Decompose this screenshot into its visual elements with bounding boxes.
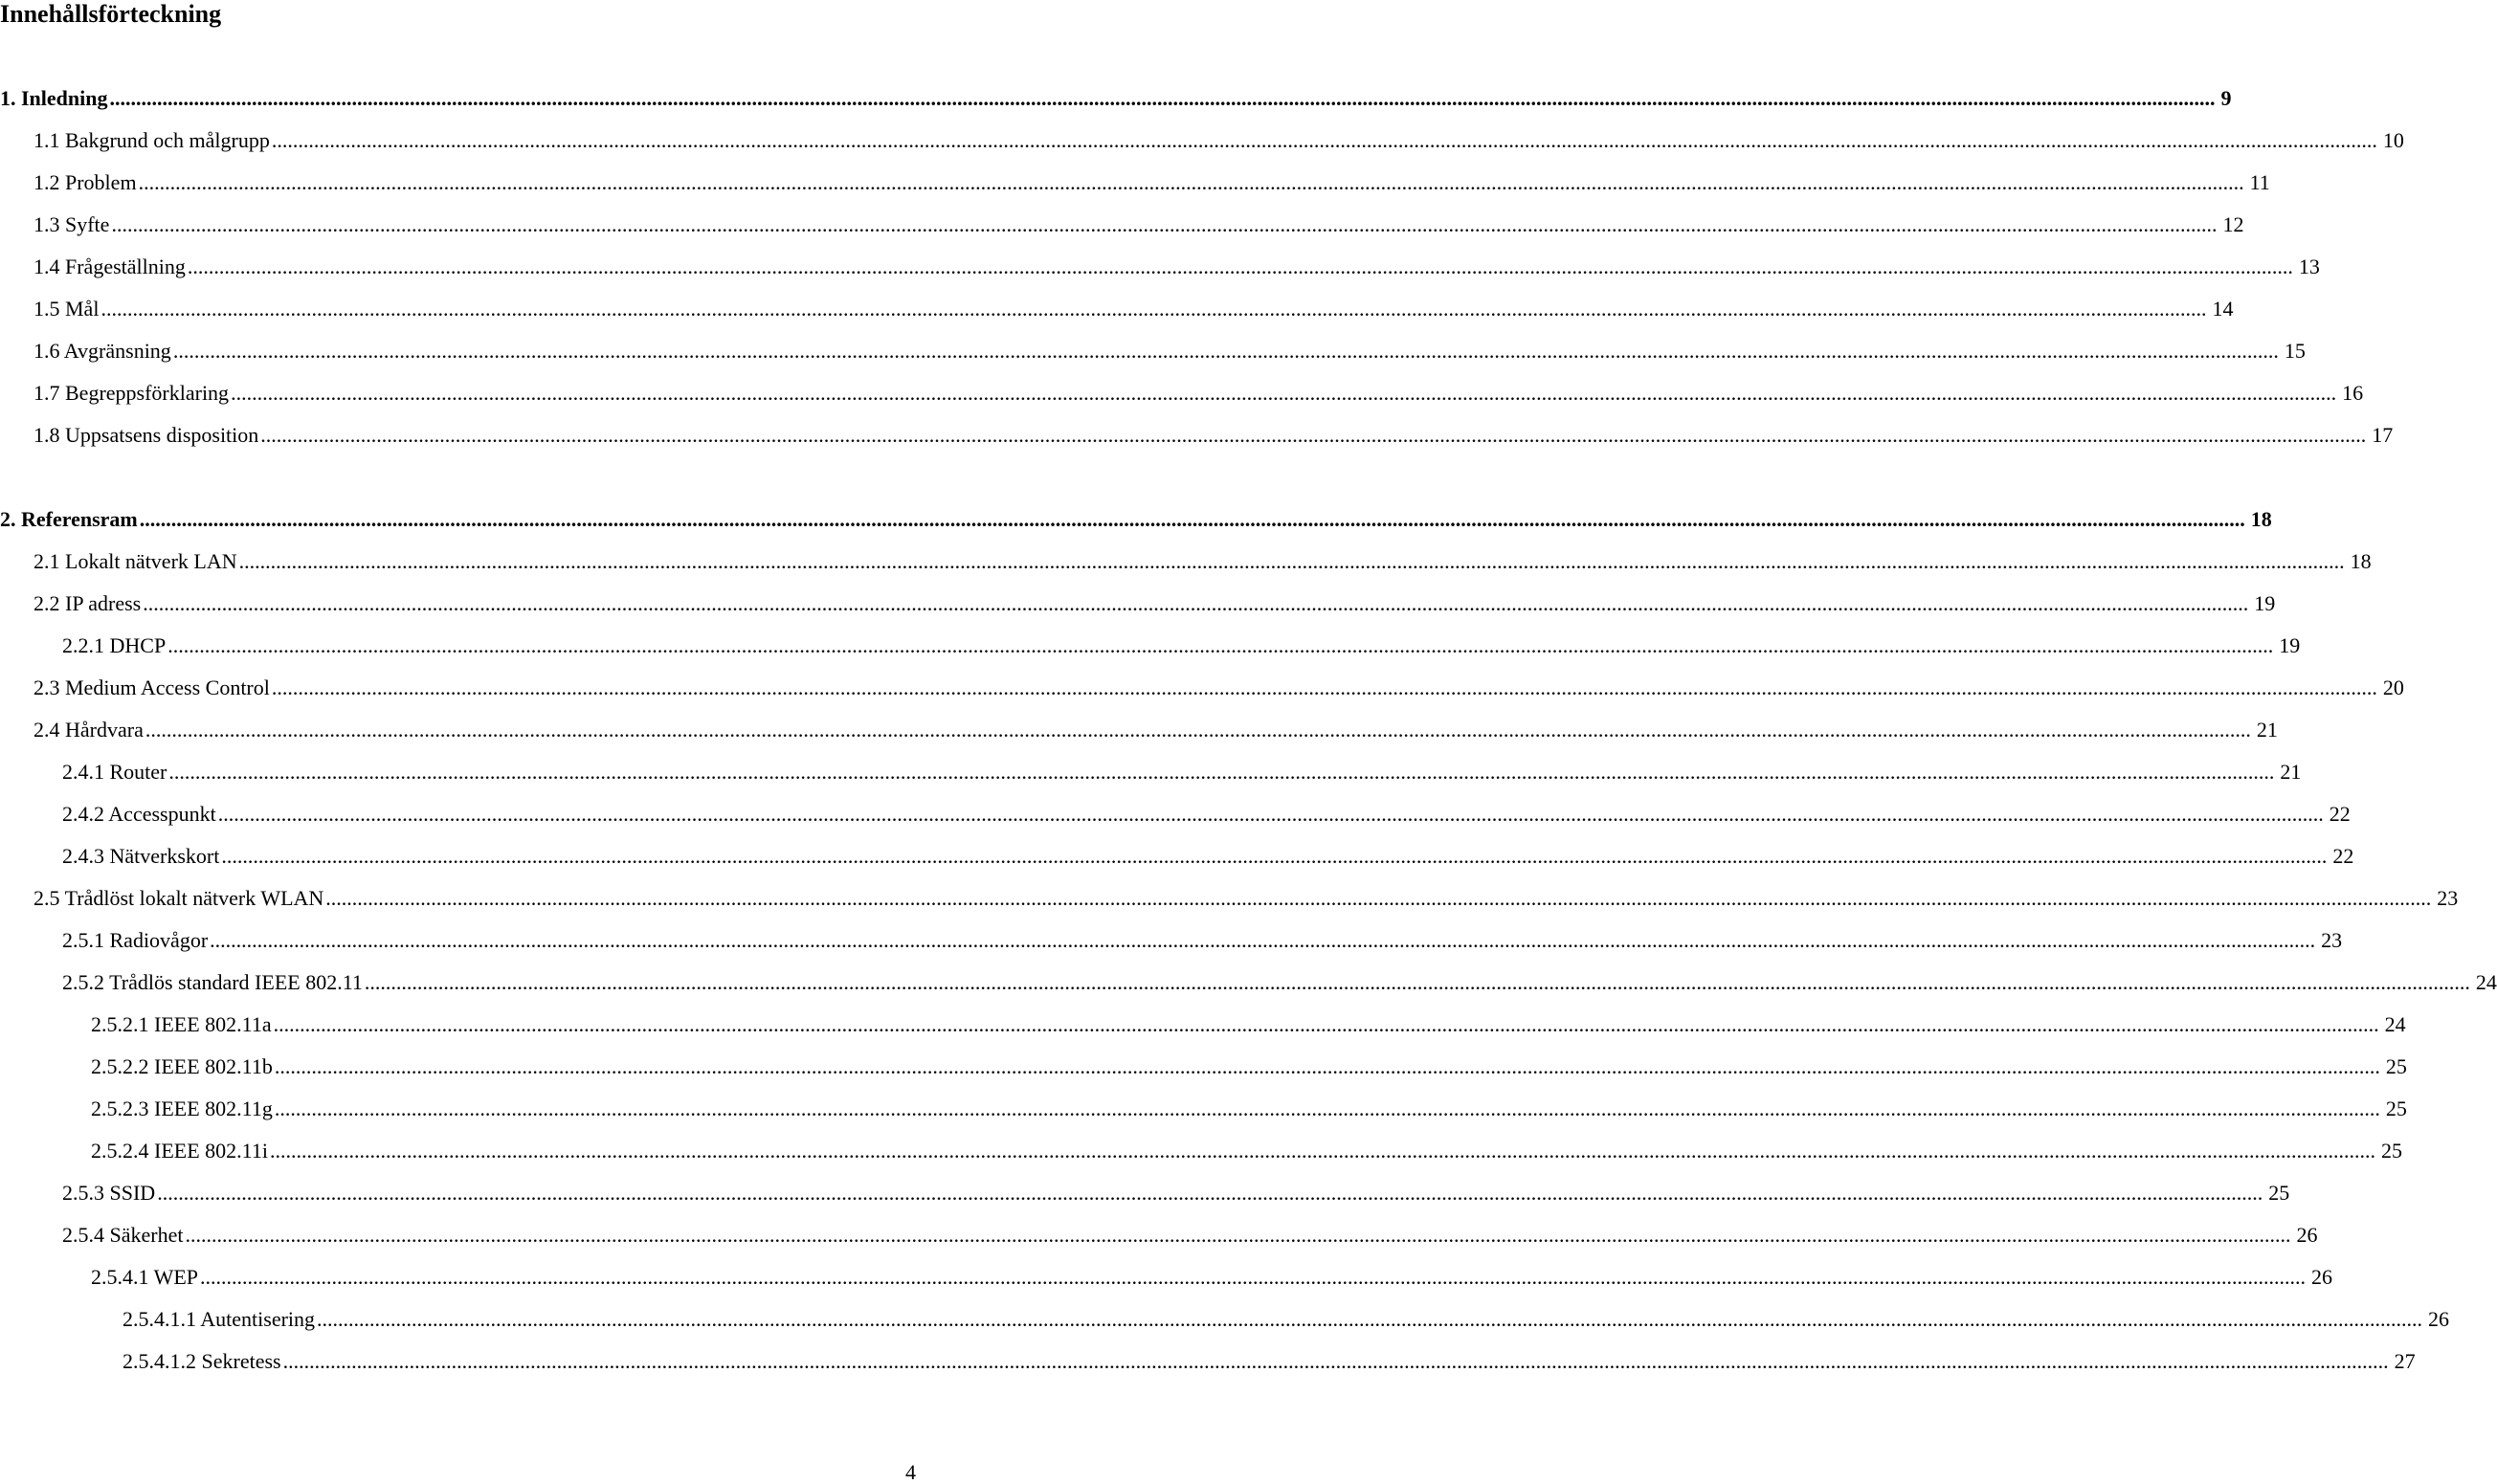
toc-entry-label: 2.5.2.2 IEEE 802.11b (91, 1054, 273, 1078)
toc-entry-label: 2. Referensram (0, 507, 138, 531)
dot-leader: ................................................................................................................................................................................................................................................................................................................................................................................................................ (273, 1012, 2379, 1036)
toc-entry-page: 20 (2382, 676, 2404, 699)
toc-entry[interactable] (0, 126, 2404, 157)
toc-entry-label: 2.5.2.1 IEEE 802.11a (91, 1012, 272, 1036)
toc-entry-page: 25 (2268, 1181, 2290, 1205)
toc-entry-label: 2.5.4.1.1 Autentisering (123, 1307, 316, 1331)
toc-entry-label: 2.5.3 SSID (62, 1181, 156, 1205)
toc-entry-label: 1.3 Syfte (33, 212, 110, 236)
toc-entry-page: 19 (2279, 633, 2301, 657)
toc-entry[interactable] (0, 1179, 2290, 1209)
toc-entry-label: 2.5.1 Radiovågor (62, 928, 209, 952)
toc-entry[interactable] (0, 800, 2351, 831)
dot-leader: ................................................................................................................................................................................................................................................................................................................................................................................................................ (168, 760, 2275, 784)
toc-entry-page: 13 (2298, 255, 2320, 278)
dot-leader: ................................................................................................................................................................................................................................................................................................................................................................................................................ (143, 591, 2249, 615)
toc-entry-label: 2.5.2.3 IEEE 802.11g (91, 1096, 273, 1120)
toc-entry-label: 1.4 Frågeställning (33, 255, 186, 278)
toc-entry-page: 22 (2329, 802, 2351, 826)
toc-entry-label: 2.1 Lokalt nätverk LAN (33, 549, 237, 573)
toc-entry-label: 2.5.2.4 IEEE 802.11i (91, 1139, 268, 1163)
toc-entry-page: 25 (2380, 1139, 2402, 1163)
toc-entry-label: 2.5.4.1.2 Sekretess (123, 1349, 281, 1373)
toc-entry-page: 26 (2311, 1265, 2333, 1289)
toc-entry-page: 18 (2350, 549, 2372, 573)
toc-entry-page: 16 (2342, 381, 2364, 405)
toc-entry-page: 25 (2385, 1054, 2407, 1078)
dot-leader: ................................................................................................................................................................................................................................................................................................................................................................................................................ (274, 1096, 2380, 1120)
dot-leader: ................................................................................................................................................................................................................................................................................................................................................................................................................ (274, 1054, 2380, 1078)
toc-entry-label: 2.5 Trådlöst lokalt nätverk WLAN (33, 886, 324, 910)
toc-entry[interactable] (0, 758, 2302, 788)
toc-entry[interactable] (0, 421, 2394, 452)
dot-leader: ................................................................................................................................................................................................................................................................................................................................................................................................................ (157, 1181, 2263, 1205)
toc-entry-page: 14 (2212, 297, 2234, 321)
toc-entry-label: 2.4.3 Nätverkskort (62, 844, 220, 868)
toc-entry[interactable] (0, 1305, 2450, 1336)
toc-entry-page: 12 (2222, 212, 2244, 236)
toc-entry-page: 17 (2372, 423, 2394, 447)
toc-entry-page: 23 (2321, 928, 2343, 952)
toc-entry[interactable] (0, 1095, 2407, 1125)
dot-leader: ................................................................................................................................................................................................................................................................................................................................................................................................................ (364, 970, 2470, 994)
toc-entry[interactable] (0, 505, 2272, 536)
dot-leader: ................................................................................................................................................................................................................................................................................................................................................................................................................ (221, 844, 2328, 868)
toc-entry[interactable] (0, 716, 2278, 746)
dot-leader: ................................................................................................................................................................................................................................................................................................................................................................................................................ (260, 423, 2367, 447)
toc-entry-label: 1.6 Avgränsning (33, 339, 171, 363)
toc-entry[interactable] (0, 674, 2404, 704)
toc-entry[interactable] (0, 295, 2234, 325)
toc-entry-label: 1.8 Uppsatsens disposition (33, 423, 259, 447)
toc-entry-label: 1.5 Mål (33, 297, 100, 321)
toc-entry[interactable] (0, 884, 2459, 915)
dot-leader: ................................................................................................................................................................................................................................................................................................................................................................................................................ (109, 86, 2216, 110)
toc-entry[interactable] (0, 379, 2364, 410)
toc-entry[interactable] (0, 842, 2354, 873)
toc-entry-label: 2.3 Medium Access Control (33, 676, 270, 699)
dot-leader: ................................................................................................................................................................................................................................................................................................................................................................................................................ (317, 1307, 2423, 1331)
toc-entry[interactable] (0, 926, 2343, 957)
toc-entry[interactable] (0, 1052, 2407, 1083)
dot-leader: ................................................................................................................................................................................................................................................................................................................................................................................................................ (325, 886, 2432, 910)
dot-leader: ................................................................................................................................................................................................................................................................................................................................................................................................................ (100, 297, 2207, 321)
page-number: 4 (905, 1460, 916, 1484)
dot-leader: ................................................................................................................................................................................................................................................................................................................................................................................................................ (200, 1265, 2307, 1289)
toc-entry-label: 1. Inledning (0, 86, 108, 110)
toc-entry[interactable] (0, 1221, 2318, 1251)
toc-entry-label: 2.4.1 Router (62, 760, 167, 784)
toc-entry[interactable] (0, 1137, 2402, 1167)
toc-entry-label: 2.2 IP adress (33, 591, 142, 615)
toc-entry-label: 2.5.4.1 WEP (91, 1265, 199, 1289)
toc-entry[interactable] (0, 589, 2276, 620)
toc-entry-label: 2.4.2 Accesspunkt (62, 802, 216, 826)
dot-leader: ................................................................................................................................................................................................................................................................................................................................................................................................................ (269, 1139, 2375, 1163)
toc-entry-label: 2.5.4 Säkerhet (62, 1223, 184, 1247)
toc-entry-page: 21 (2280, 760, 2302, 784)
dot-leader: ................................................................................................................................................................................................................................................................................................................................................................................................................ (187, 255, 2293, 278)
toc-entry-page: 24 (2384, 1012, 2406, 1036)
dot-leader: ................................................................................................................................................................................................................................................................................................................................................................................................................ (167, 633, 2274, 657)
page-title: Innehållsförteckning (0, 0, 222, 28)
toc-entry-page: 19 (2254, 591, 2276, 615)
toc-entry-page: 18 (2250, 507, 2272, 531)
toc-entry-label: 1.7 Begreppsförklaring (33, 381, 230, 405)
dot-leader: ................................................................................................................................................................................................................................................................................................................................................................................................................ (271, 676, 2377, 699)
toc-entry[interactable] (0, 547, 2372, 578)
dot-leader: ................................................................................................................................................................................................................................................................................................................................................................................................................ (238, 549, 2345, 573)
toc-entry-page: 26 (2296, 1223, 2318, 1247)
toc-entry-page: 27 (2394, 1349, 2416, 1373)
toc-entry-label: 2.4 Hårdvara (33, 718, 144, 742)
toc-entry-label: 1.1 Bakgrund och målgrupp (33, 128, 270, 152)
toc-entry[interactable] (0, 1010, 2406, 1041)
toc-entry-page: 26 (2428, 1307, 2450, 1331)
toc-entry-page: 21 (2256, 718, 2278, 742)
toc-entry-page: 24 (2475, 970, 2497, 994)
dot-leader: ................................................................................................................................................................................................................................................................................................................................................................................................................ (282, 1349, 2389, 1373)
toc-entry-page: 9 (2220, 86, 2232, 110)
toc-entry[interactable] (0, 168, 2270, 199)
dot-leader: ................................................................................................................................................................................................................................................................................................................................................................................................................ (231, 381, 2337, 405)
toc-entry-page: 11 (2249, 170, 2270, 194)
toc-entry-page: 15 (2284, 339, 2306, 363)
toc-entry[interactable] (0, 84, 2232, 115)
toc-entry-label: 1.2 Problem (33, 170, 137, 194)
dot-leader: ................................................................................................................................................................................................................................................................................................................................................................................................................ (217, 802, 2324, 826)
toc-entry[interactable] (0, 253, 2320, 283)
toc-entry-page: 10 (2382, 128, 2404, 152)
toc-entry-page: 22 (2332, 844, 2354, 868)
dot-leader: ................................................................................................................................................................................................................................................................................................................................................................................................................ (138, 170, 2244, 194)
toc-entry[interactable] (0, 631, 2301, 662)
toc-entry-page: 25 (2385, 1096, 2407, 1120)
toc-entry-label: 2.5.2 Trådlös standard IEEE 802.11 (62, 970, 363, 994)
toc-entry[interactable] (0, 1263, 2333, 1294)
dot-leader: ................................................................................................................................................................................................................................................................................................................................................................................................................ (139, 507, 2245, 531)
toc-entry[interactable] (0, 337, 2306, 367)
toc-entry-page: 23 (2437, 886, 2459, 910)
dot-leader: ................................................................................................................................................................................................................................................................................................................................................................................................................ (271, 128, 2377, 152)
dot-leader: ................................................................................................................................................................................................................................................................................................................................................................................................................ (185, 1223, 2291, 1247)
dot-leader: ................................................................................................................................................................................................................................................................................................................................................................................................................ (210, 928, 2316, 952)
toc-entry[interactable] (0, 1347, 2416, 1378)
toc-entry[interactable] (0, 968, 2497, 999)
dot-leader: ................................................................................................................................................................................................................................................................................................................................................................................................................ (111, 212, 2218, 236)
toc-entry[interactable] (0, 210, 2244, 241)
dot-leader: ................................................................................................................................................................................................................................................................................................................................................................................................................ (145, 718, 2251, 742)
toc-entry-label: 2.2.1 DHCP (62, 633, 167, 657)
dot-leader: ................................................................................................................................................................................................................................................................................................................................................................................................................ (172, 339, 2279, 363)
